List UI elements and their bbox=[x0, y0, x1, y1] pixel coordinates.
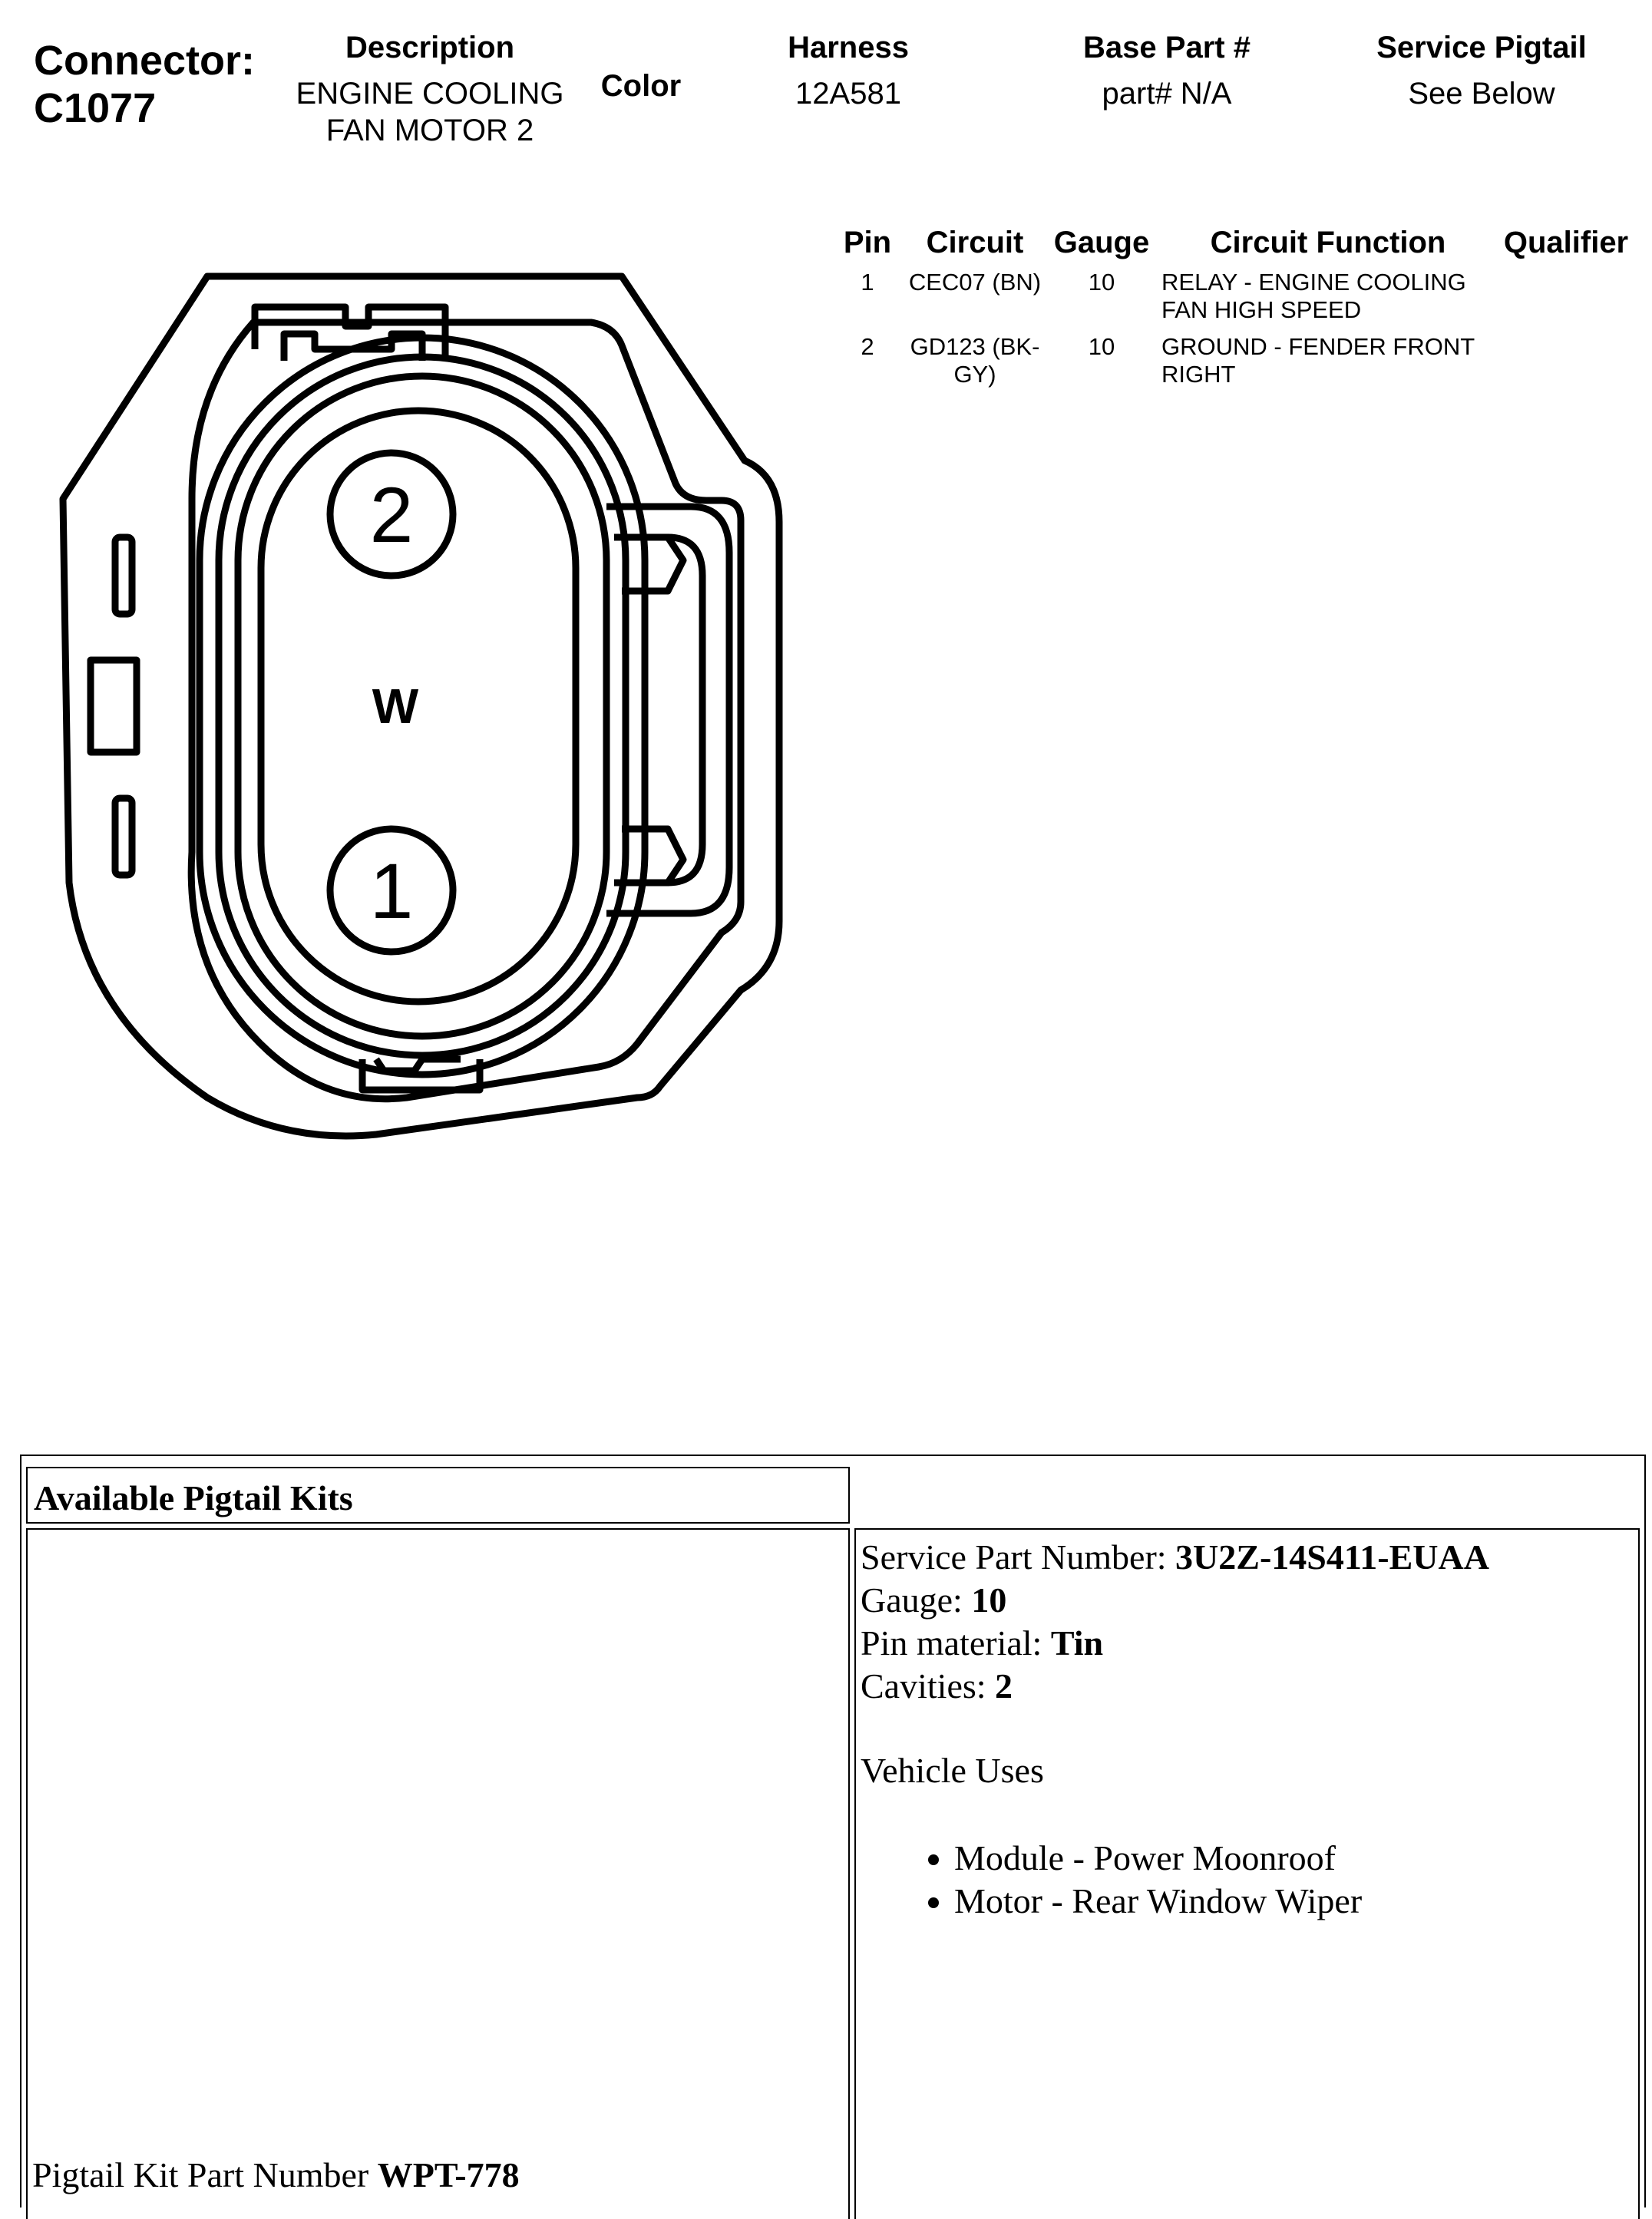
base-part-label: Base Part # bbox=[1083, 31, 1251, 64]
cavities-label: Cavities: bbox=[861, 1666, 986, 1706]
pin-row-2-gauge: 10 bbox=[1088, 333, 1115, 360]
pigtail-image-cell bbox=[26, 1528, 850, 2219]
left-key-top bbox=[115, 537, 132, 614]
pigtail-kit-part-number bbox=[32, 2154, 520, 2197]
service-part-number bbox=[861, 1536, 1638, 1579]
connector-label: Connector: bbox=[34, 38, 255, 84]
pigtail-gauge bbox=[861, 1579, 1638, 1622]
vehicle-uses-label: Vehicle Uses bbox=[861, 1751, 1044, 1790]
service-part-value: 3U2Z-14S411-EUAA bbox=[1175, 1537, 1489, 1577]
pin-material bbox=[861, 1622, 1638, 1665]
description-label: Description bbox=[345, 31, 515, 64]
color-label: Color bbox=[600, 69, 682, 103]
pin-row-2-function-line2: RIGHT bbox=[1161, 361, 1236, 388]
pin-table-header-qualifier: Qualifier bbox=[1503, 226, 1629, 259]
base-part-value: part# N/A bbox=[1102, 77, 1232, 111]
cavity-2-label: 2 bbox=[369, 471, 414, 559]
left-key-middle bbox=[91, 660, 137, 752]
vehicle-uses-list bbox=[861, 1837, 1638, 1923]
pin-row-1-circuit: CEC07 (BN) bbox=[908, 269, 1042, 296]
cavities-value: 2 bbox=[995, 1666, 1013, 1706]
service-pigtail-label: Service Pigtail bbox=[1376, 31, 1587, 64]
vehicle-use-item: • Module - Power Moonroof bbox=[954, 1837, 1638, 1880]
position-marker: W bbox=[372, 679, 419, 734]
pin-table-header-pin: Pin bbox=[843, 226, 892, 259]
left-key-bottom bbox=[115, 798, 132, 875]
pin-row-2-pin: 2 bbox=[861, 333, 874, 360]
right-latch-hook-top bbox=[622, 537, 683, 591]
pigtail-kit-value: WPT-778 bbox=[377, 2155, 520, 2194]
pin-table-header-function: Circuit Function bbox=[1210, 226, 1446, 259]
cavity-1-label: 1 bbox=[369, 847, 414, 935]
pigtail-gauge-value: 10 bbox=[971, 1580, 1007, 1620]
pin-row-1-function-line1: RELAY - ENGINE COOLING bbox=[1161, 269, 1466, 296]
pigtail-title-cell bbox=[26, 1467, 850, 1524]
description-line1: ENGINE COOLING bbox=[296, 77, 564, 111]
pin-row-1-function-line2: FAN HIGH SPEED bbox=[1161, 296, 1362, 323]
housing-inner-outline bbox=[191, 322, 741, 1099]
harness-label: Harness bbox=[788, 31, 909, 64]
description-line2: FAN MOTOR 2 bbox=[325, 114, 534, 147]
housing-outline bbox=[63, 276, 779, 1136]
connector-face-diagram bbox=[54, 253, 791, 1159]
pin-table-header-gauge: Gauge bbox=[1053, 226, 1150, 259]
pigtail-details-cell bbox=[854, 1528, 1640, 2219]
right-latch-hook-bottom bbox=[622, 829, 683, 883]
pin-material-label: Pin material: bbox=[861, 1623, 1042, 1663]
pin-table-header-circuit: Circuit bbox=[926, 226, 1024, 259]
pin-row-2-circuit-line1: GD123 (BK- bbox=[910, 333, 1040, 360]
pin-row-2-function-line1: GROUND - FENDER FRONT bbox=[1161, 333, 1475, 360]
pigtail-title: Available Pigtail Kits bbox=[34, 1478, 353, 1517]
cavities bbox=[861, 1665, 1638, 1708]
vehicle-use-item: • Motor - Rear Window Wiper bbox=[954, 1880, 1638, 1923]
service-pigtail-value: See Below bbox=[1408, 77, 1555, 111]
pin-row-2-circuit-line2: GY) bbox=[953, 361, 996, 388]
service-part-label: Service Part Number: bbox=[861, 1537, 1167, 1577]
bottom-latch-inner bbox=[376, 1059, 461, 1071]
pin-row-1-gauge: 10 bbox=[1088, 269, 1115, 296]
pin-row-1-pin: 1 bbox=[861, 269, 874, 296]
pigtail-gauge-label: Gauge: bbox=[861, 1580, 963, 1620]
connector-id: C1077 bbox=[34, 85, 157, 131]
pin-material-value: Tin bbox=[1050, 1623, 1104, 1663]
harness-value: 12A581 bbox=[795, 77, 901, 111]
pigtail-kit-label: Pigtail Kit Part Number bbox=[32, 2155, 369, 2194]
